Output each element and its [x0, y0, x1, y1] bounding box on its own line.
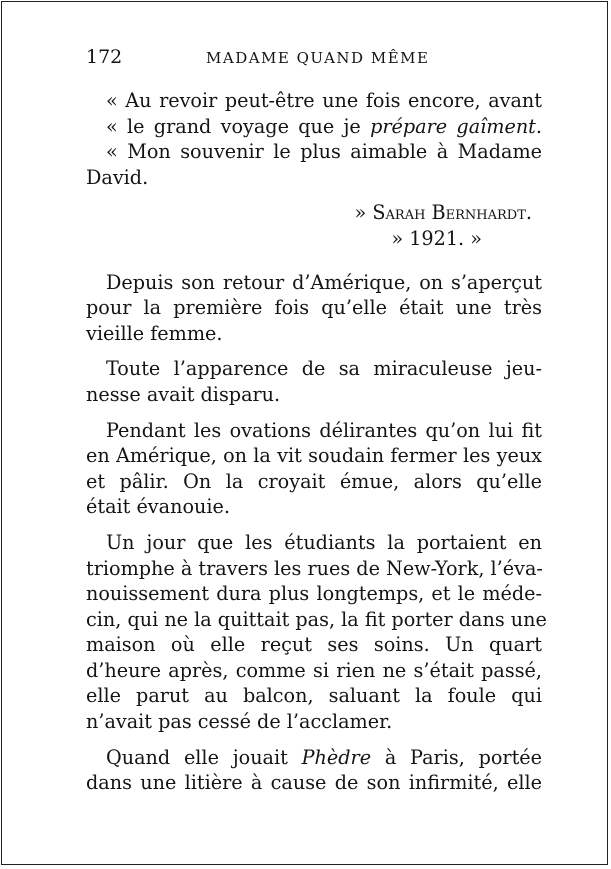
text-line: Un jour que les étudiants la portaient en	[106, 530, 542, 554]
text-line: nouissement dura plus longtemps, et le méde-	[86, 582, 542, 606]
spacer	[86, 735, 542, 745]
text-line: pour la première fois qu’elle était une très	[86, 296, 542, 320]
text-line: nesse avait disparu.	[86, 382, 281, 406]
text-line: en Amérique, on la vit soudain fermer les yeux	[86, 444, 542, 468]
quoted-letter	[86, 88, 542, 252]
body-text	[86, 88, 547, 796]
spacer	[86, 252, 542, 270]
emphasis: Phèdre	[301, 745, 372, 769]
paragraph	[86, 418, 542, 520]
page-number: 172	[86, 46, 123, 68]
text-line: Quand elle jouait Phèdre à Paris, portée	[106, 745, 542, 769]
paragraph	[86, 356, 542, 407]
text-line: Pendant les ovations délirantes qu’on lui fit	[106, 418, 542, 442]
quote-line: « Au revoir peut-être une fois encore, avant	[106, 89, 542, 112]
paragraph	[86, 745, 542, 796]
signature-date: » 1921. »	[391, 226, 482, 250]
text-line: cin, qui ne la quittait pas, la fit porter dans une	[86, 607, 547, 631]
spacer	[86, 346, 542, 356]
text-line: n’avait pas cessé de l’acclamer.	[86, 710, 393, 734]
quote-line: « Mon souvenir le plus aimable à Madame	[106, 140, 542, 164]
signature: » Sarah Bernhardt.	[354, 201, 532, 225]
text-line: vieille femme.	[86, 321, 223, 345]
page-header	[86, 46, 535, 70]
text-line: Depuis son retour d’Amérique, on s’aperçut	[106, 270, 542, 294]
paragraph	[86, 530, 547, 735]
text-line: Toute l’apparence de sa miraculeuse jeu-	[106, 357, 542, 381]
text-line: elle parut au balcon, saluant la foule qui	[86, 684, 542, 708]
quote-line: « le grand voyage que je prépare gaîment.	[106, 114, 543, 138]
paragraph	[86, 270, 542, 347]
text-line: et pâlir. On la croyait émue, alors qu’elle	[86, 469, 542, 493]
text-line: dans une litière à cause de son infirmité, elle	[86, 771, 542, 795]
emphasis: prépare gaîment	[370, 114, 536, 138]
book-page	[1, 1, 608, 865]
spacer	[86, 190, 542, 200]
text-line: triomphe à travers les rues de New-York, l’éva-	[86, 556, 543, 580]
spacer	[86, 520, 542, 530]
text-line: d’heure après, comme si rien ne s’était passé,	[86, 658, 542, 682]
text-line: maison où elle reçut ses soins. Un quart	[86, 633, 542, 657]
spacer	[86, 408, 542, 418]
quote-line: David.	[86, 165, 149, 189]
running-title: MADAME QUAND MÊME	[206, 49, 430, 67]
text-line: était évanouie.	[86, 495, 230, 519]
